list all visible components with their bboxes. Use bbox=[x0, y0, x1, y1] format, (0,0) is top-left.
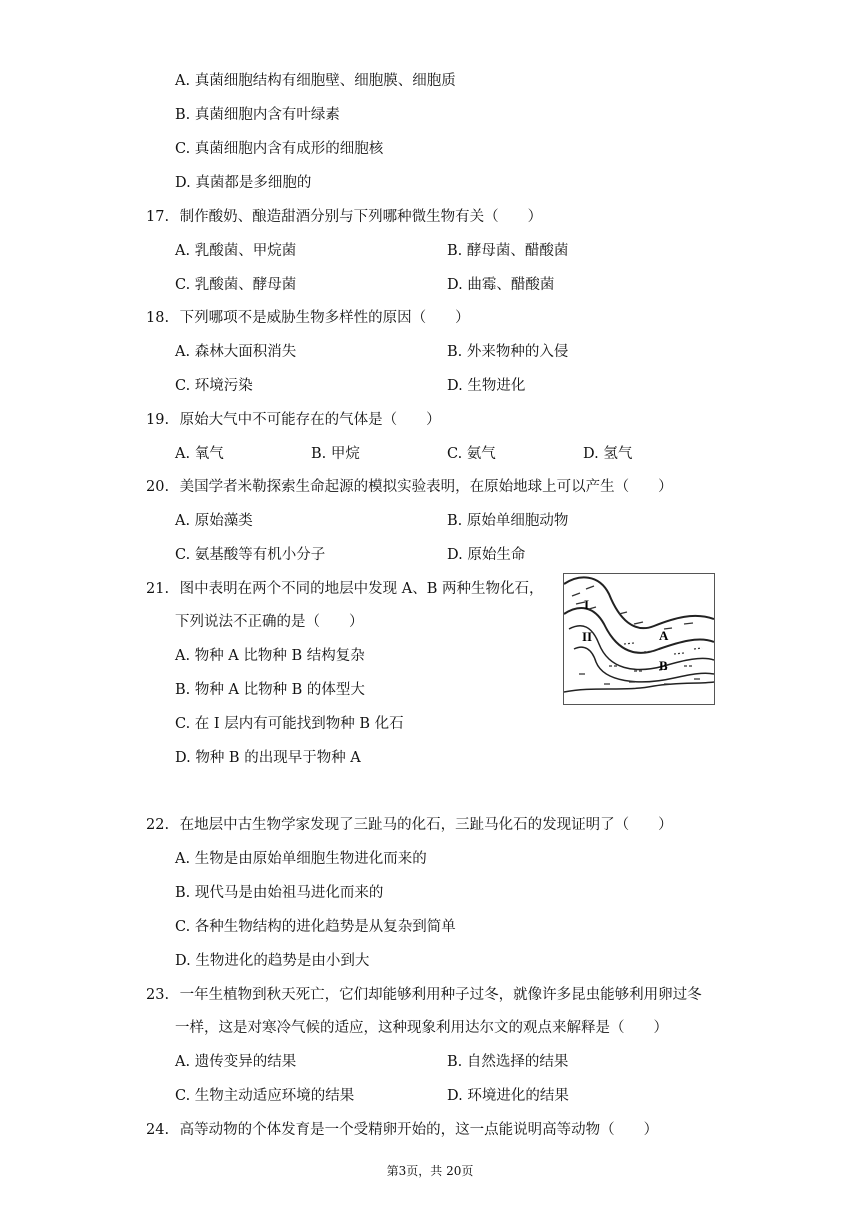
question-20 bbox=[146, 477, 673, 497]
q22-option-b: B. 现代马是由始祖马进化而来的 bbox=[175, 885, 384, 901]
q18-option-c: C. 环境污染 bbox=[175, 378, 253, 394]
q16-option-c: C. 真菌细胞内含有成形的细胞核 bbox=[175, 141, 384, 157]
question-stem-line1: 图中表明在两个不同的地层中发现 A、B 两种生物化石， bbox=[179, 581, 544, 597]
question-stem: 原始大气中不可能存在的气体是（ ） bbox=[179, 412, 441, 428]
q16-option-a: A. 真菌细胞结构有细胞壁、细胞膜、细胞质 bbox=[175, 73, 456, 89]
q17-option-b: B. 酵母菌、醋酸菌 bbox=[447, 243, 569, 259]
q21-option-d: D. 物种 B 的出现早于物种 A bbox=[175, 750, 361, 766]
question-21 bbox=[146, 579, 544, 599]
q23-option-c: C. 生物主动适应环境的结果 bbox=[175, 1088, 355, 1104]
question-18 bbox=[146, 308, 470, 328]
question-23 bbox=[146, 985, 702, 1005]
question-stem-line2: 下列说法不正确的是（ ） bbox=[175, 614, 364, 630]
q20-option-d: D. 原始生命 bbox=[447, 547, 526, 563]
page-footer: 第3页，共 20页 bbox=[386, 1164, 474, 1178]
question-stem: 在地层中古生物学家发现了三趾马的化石，三趾马化石的发现证明了（ ） bbox=[179, 817, 673, 833]
question-number: 20. bbox=[146, 479, 170, 495]
strata-label-i: I bbox=[584, 597, 590, 612]
q20-option-a: A. 原始藻类 bbox=[175, 513, 253, 529]
question-stem: 高等动物的个体发育是一个受精卵开始的，这一点能说明高等动物（ ） bbox=[179, 1122, 659, 1138]
q21-option-c: C. 在 I 层内有可能找到物种 B 化石 bbox=[175, 716, 404, 732]
strata-illustration bbox=[564, 574, 714, 704]
q22-option-c: C. 各种生物结构的进化趋势是从复杂到简单 bbox=[175, 919, 456, 935]
question-stem: 美国学者米勒探索生命起源的模拟实验表明，在原始地球上可以产生（ ） bbox=[179, 479, 673, 495]
question-24 bbox=[146, 1120, 658, 1140]
q16-option-d: D. 真菌都是多细胞的 bbox=[175, 175, 312, 191]
q19-option-c: C. 氨气 bbox=[447, 446, 496, 462]
question-number: 23. bbox=[146, 987, 170, 1003]
question-stem-line2: 一样，这是对寒冷气候的适应，这种现象利用达尔文的观点来解释是（ ） bbox=[175, 1020, 668, 1036]
strata-label-ii: II bbox=[582, 629, 593, 644]
question-17 bbox=[146, 207, 542, 227]
q17-option-c: C. 乳酸菌、酵母菌 bbox=[175, 277, 297, 293]
q20-option-c: C. 氨基酸等有机小分子 bbox=[175, 547, 326, 563]
q23-option-a: A. 遗传变异的结果 bbox=[175, 1054, 297, 1070]
q19-option-a: A. 氧气 bbox=[175, 446, 224, 462]
question-stem: 下列哪项不是威胁生物多样性的原因（ ） bbox=[179, 310, 470, 326]
q22-option-d: D. 生物进化的趋势是由小到大 bbox=[175, 953, 370, 969]
q17-option-d: D. 曲霉、醋酸菌 bbox=[447, 277, 555, 293]
question-stem: 制作酸奶、酿造甜酒分别与下列哪种微生物有关（ ） bbox=[179, 209, 543, 225]
q18-option-b: B. 外来物种的入侵 bbox=[447, 344, 569, 360]
question-number: 24. bbox=[146, 1122, 170, 1138]
question-number: 21. bbox=[146, 581, 170, 597]
q16-option-b: B. 真菌细胞内含有叶绿素 bbox=[175, 107, 340, 123]
question-22 bbox=[146, 815, 673, 835]
question-number: 18. bbox=[146, 310, 170, 326]
q21-option-b: B. 物种 A 比物种 B 的体型大 bbox=[175, 682, 365, 698]
q19-option-d: D. 氢气 bbox=[583, 446, 633, 462]
q19-option-b: B. 甲烷 bbox=[311, 446, 360, 462]
fossil-label-a: A bbox=[659, 628, 669, 643]
fossil-label-b: B bbox=[659, 658, 668, 673]
q20-option-b: B. 原始单细胞动物 bbox=[447, 513, 569, 529]
q23-option-b: B. 自然选择的结果 bbox=[447, 1054, 569, 1070]
q21-option-a: A. 物种 A 比物种 B 结构复杂 bbox=[175, 648, 365, 664]
question-number: 19. bbox=[146, 412, 170, 428]
q18-option-a: A. 森林大面积消失 bbox=[175, 344, 297, 360]
question-number: 17. bbox=[146, 209, 170, 225]
q18-option-d: D. 生物进化 bbox=[447, 378, 526, 394]
question-number: 22. bbox=[146, 817, 170, 833]
q17-option-a: A. 乳酸菌、甲烷菌 bbox=[175, 243, 297, 259]
q23-option-d: D. 环境进化的结果 bbox=[447, 1088, 569, 1104]
question-stem-line1: 一年生植物到秋天死亡，它们却能够利用种子过冬，就像许多昆虫能够利用卵过冬 bbox=[179, 987, 702, 1003]
question-19 bbox=[146, 410, 441, 430]
q22-option-a: A. 生物是由原始单细胞生物进化而来的 bbox=[175, 851, 427, 867]
strata-figure bbox=[563, 573, 715, 705]
